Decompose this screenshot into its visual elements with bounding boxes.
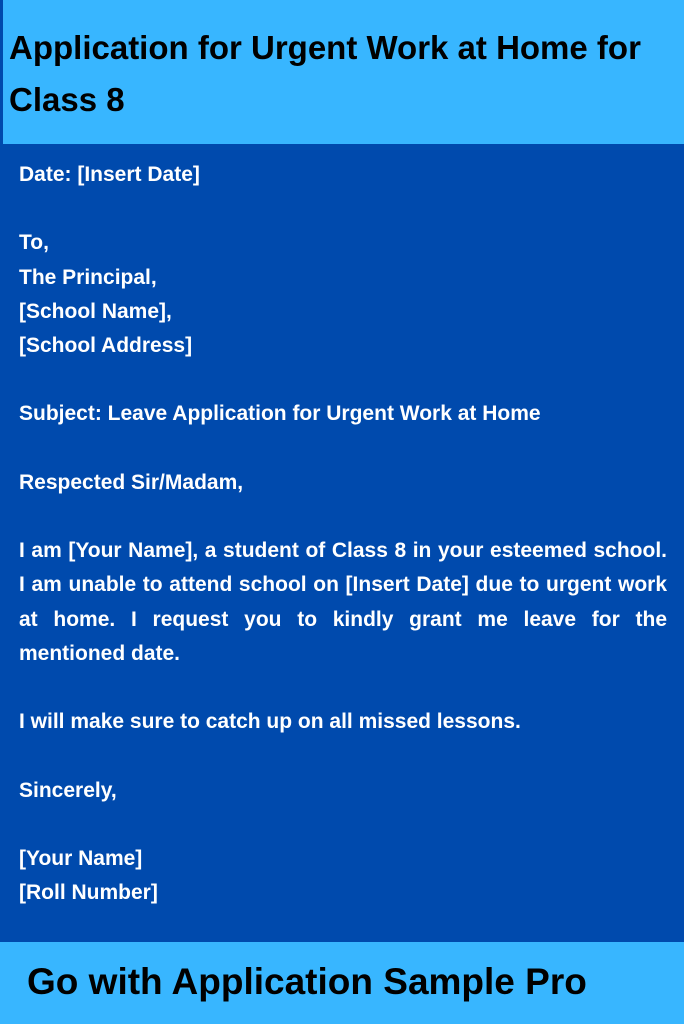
spacer xyxy=(19,192,667,226)
letter-school-address: [School Address] xyxy=(19,334,193,357)
letter-sign-off: Sincerely, xyxy=(19,778,117,802)
letter-to: To, xyxy=(19,231,49,255)
page-title: Application for Urgent Work at Home for Class 8 xyxy=(9,29,641,118)
footer-banner xyxy=(0,942,684,1024)
letter-date: Date: [Insert Date] xyxy=(19,163,200,186)
spacer xyxy=(19,500,667,534)
letter-body xyxy=(19,158,667,910)
letter-recipient: The Principal, xyxy=(19,265,157,289)
spacer xyxy=(19,363,667,397)
spacer xyxy=(19,671,667,705)
footer-brand-text: Go with Application Sample Pro xyxy=(27,961,587,1002)
spacer xyxy=(19,808,667,842)
letter-salutation: Respected Sir/Madam, xyxy=(19,470,244,494)
spacer xyxy=(19,739,667,773)
letter-closing-statement: I will make sure to catch up on all missed lessons. xyxy=(19,710,521,734)
letter-roll-number: [Roll Number] xyxy=(19,881,158,905)
letter-subject: Subject: Leave Application for Urgent Work at Home xyxy=(19,402,541,426)
letter-school-name: [School Name], xyxy=(19,299,172,323)
letter-main-paragraph: I am [Your Name], a student of Class 8 in your esteemed school. I am unable to attend school on [Insert Date] due to urgent work at home. I request you to kindly grant me leave for the mentioned date. xyxy=(19,539,667,665)
letter-sender-name: [Your Name] xyxy=(19,846,143,870)
header-banner xyxy=(0,0,684,144)
spacer xyxy=(19,432,667,466)
